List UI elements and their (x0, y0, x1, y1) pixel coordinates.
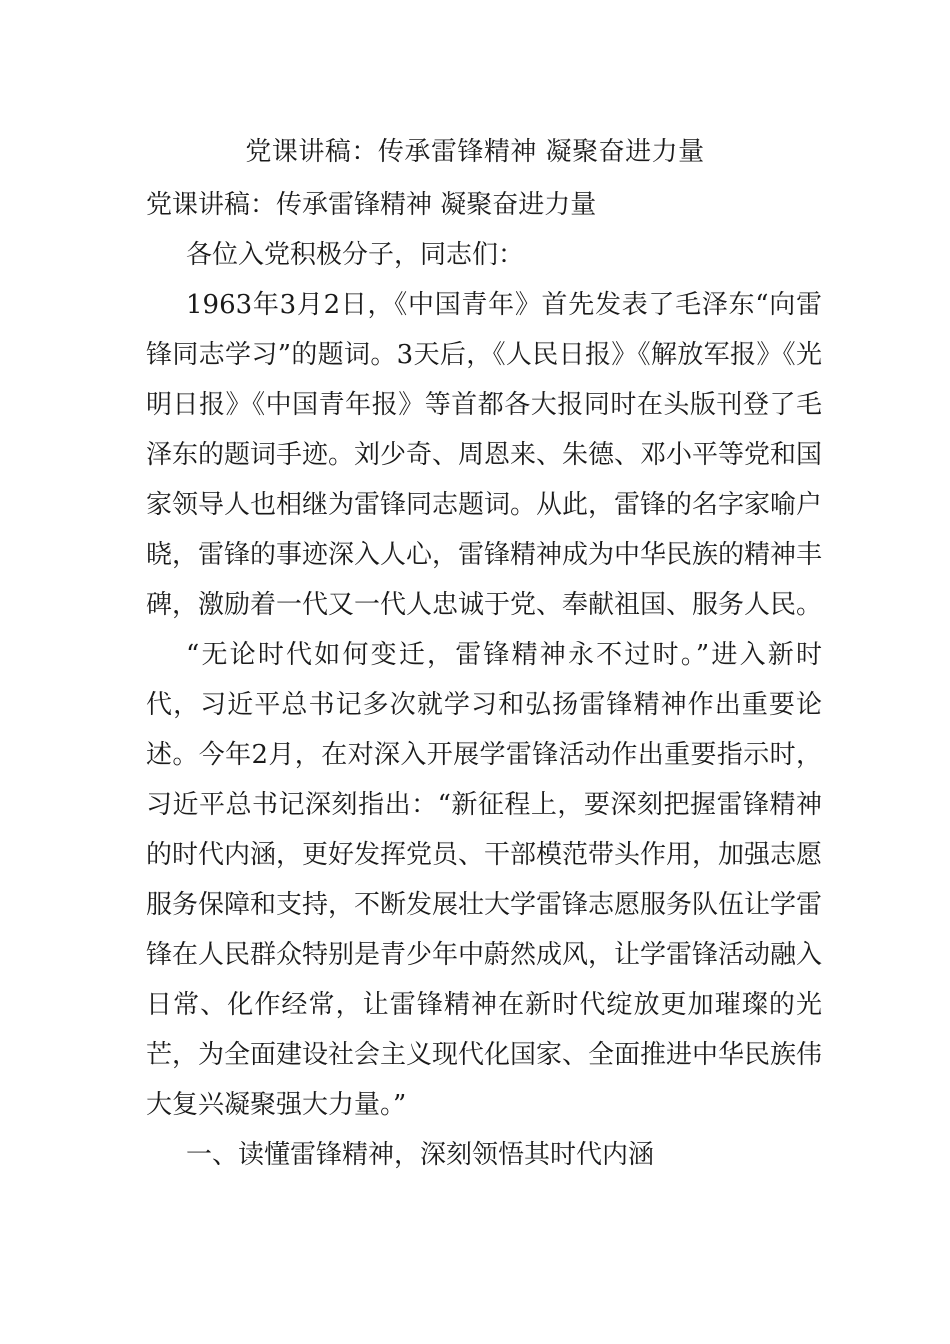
new-era-paragraph: “无论时代如何变迁，雷锋精神永不过时。”进入新时代，习近平总书记多次就学习和弘扬雷锋精神作出重要论述。今年2月，在对深入开展学雷锋活动作出重要指示时，习近平总书记深刻指出：“新征程上，要深刻把握雷锋精神的时代内涵，更好发挥党员、干部模范带头作用，加强志愿服务保障和支持，不断发展壮大学雷锋志愿服务队伍让学雷锋在人民群众特别是青少年中蔚然成风，让学雷锋活动融入日常、化作经常，让雷锋精神在新时代绽放更加璀璨的光芒，为全面建设社会主义现代化国家、全面推进中华民族伟大复兴凝聚强大力量。” (146, 640, 823, 1120)
document-body (146, 180, 822, 1180)
document-title: 党课讲稿：传承雷锋精神 凝聚奋进力量 (245, 137, 705, 167)
salutation-paragraph: 各位入党积极分子，同志们： (186, 240, 525, 270)
history-paragraph: 1963年3月2日，《中国青年》首先发表了毛泽东“向雷锋同志学习”的题词。3天后，《人民日报》《解放军报》《光明日报》《中国青年报》等首都各大报同时在头版刊登了毛泽东的题词手迹。刘少奇、周恩来、朱德、邓小平等党和国家领导人也相继为雷锋同志题词。从此，雷锋的名字家喻户晓，雷锋的事迹深入人心，雷锋精神成为中华民族的精神丰碑，激励着一代又一代人忠诚于党、奉献祖国、服务人民。 (146, 290, 823, 620)
document-subtitle: 党课讲稿：传承雷锋精神 凝聚奋进力量 (146, 190, 597, 220)
section-heading: 一、读懂雷锋精神，深刻领悟其时代内涵 (186, 1140, 655, 1170)
